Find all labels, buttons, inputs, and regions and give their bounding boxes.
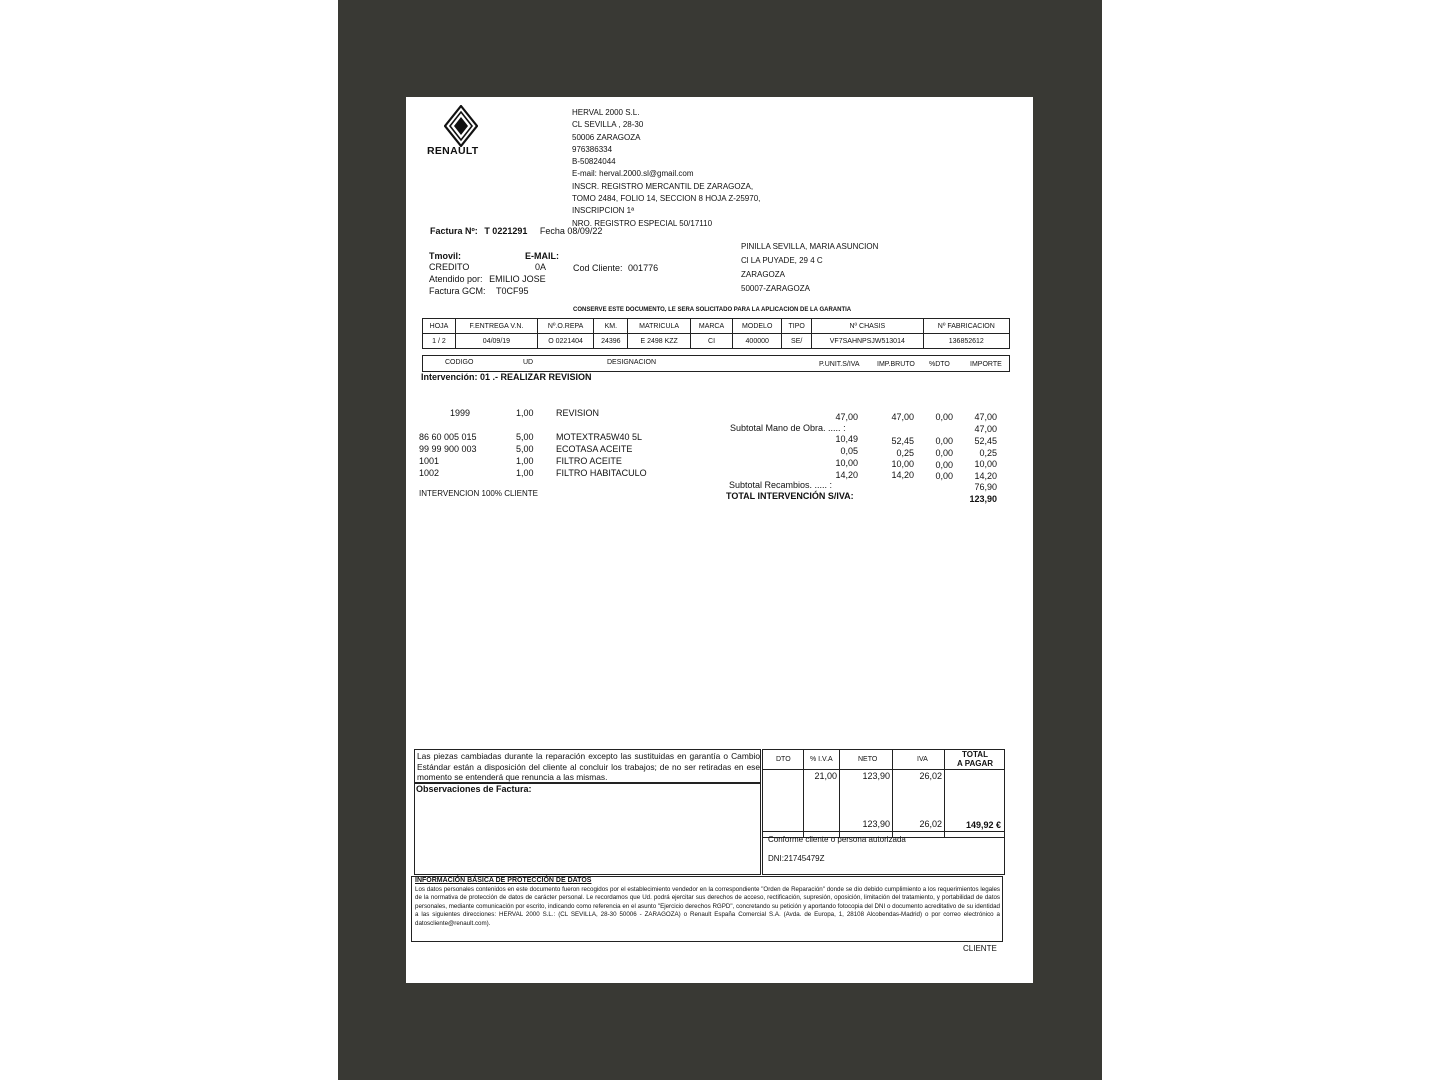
- line-dto: 0,00: [935, 448, 953, 458]
- company-line: NRO. REGISTRO ESPECIAL 50/17110: [572, 218, 713, 228]
- line-bruto: 10,00: [891, 459, 914, 469]
- col-codigo: CODIGO: [445, 359, 474, 366]
- line-dto: 0,00: [935, 436, 953, 446]
- gcm-number: T0CF95: [496, 286, 529, 296]
- customer-line: 50007-ZARAGOZA: [741, 284, 810, 293]
- line-desc: REVISION: [556, 408, 600, 418]
- tmovil-label: Tmovil:: [429, 251, 462, 261]
- iva-percentage: 21,00: [814, 771, 837, 781]
- line-code: 99 99 900 003: [419, 444, 477, 454]
- customer-block: [741, 240, 878, 296]
- vehicle-header-cell: HOJA: [423, 319, 456, 334]
- line-ud: 1,00: [516, 456, 534, 466]
- subtotal-parts-label: Subtotal Recambios. ..... :: [729, 480, 833, 490]
- brand-name: RENAULT: [427, 145, 479, 157]
- totals-head-dto: DTO: [776, 756, 791, 763]
- invoice-date: 08/09/22: [567, 226, 603, 236]
- neto-total: 123,90: [862, 819, 890, 829]
- col-ud: UD: [523, 359, 534, 366]
- subtotal-parts: 76,90: [974, 482, 997, 492]
- vehicle-value-cell: SE/: [782, 334, 812, 349]
- company-line: 50006 ZARAGOZA: [572, 132, 641, 142]
- vehicle-value-cell: VF7SAHNPSJW513014: [812, 334, 924, 349]
- line-bruto: 52,45: [891, 436, 914, 446]
- vehicle-header-cell: F.ENTREGA V.N.: [455, 319, 537, 334]
- observations-box: [414, 783, 761, 875]
- line-punit: 0,05: [840, 446, 858, 456]
- line-importe: 47,00: [974, 412, 997, 422]
- col-importe: IMPORTE: [970, 361, 1002, 368]
- client-code-line: [573, 263, 658, 273]
- copy-label: CLIENTE: [963, 944, 997, 953]
- line-desc: ECOTASA ACEITE: [556, 444, 633, 454]
- line-ud: 5,00: [516, 444, 534, 454]
- line-desc: FILTRO HABITACULO: [556, 468, 647, 478]
- privacy-title: INFORMACIÓN BÁSICA DE PROTECCIÓN DE DATOS: [415, 877, 592, 884]
- line-dto: 0,00: [935, 460, 953, 470]
- client-coverage-note: INTERVENCION 100% CLIENTE: [419, 489, 538, 498]
- line-importe: 14,20: [974, 471, 997, 481]
- line-dto: 0,00: [935, 412, 953, 422]
- customer-line: ZARAGOZA: [741, 270, 786, 279]
- company-line: E-mail: herval.2000.sl@gmail.com: [572, 169, 694, 179]
- totals-col-divider: [944, 749, 945, 838]
- customer-line: Cl LA PUYADE, 29 4 C: [741, 256, 823, 265]
- company-line: 976386334: [572, 144, 613, 154]
- line-dto: 0,00: [935, 471, 953, 481]
- invoice-date-label: Fecha: [539, 226, 565, 236]
- vehicle-table: [422, 318, 1010, 349]
- vehicle-value-cell: CI: [690, 334, 732, 349]
- attended-name: EMILIO JOSE: [489, 274, 546, 284]
- email-label: E-MAIL:: [525, 251, 559, 261]
- company-line: TOMO 2484, FOLIO 14, SECCION 8 HOJA Z-25970,: [572, 194, 761, 204]
- gcm-line: [429, 286, 529, 296]
- invoice-number-line: [430, 226, 602, 236]
- invoice-number-label: Factura Nº:: [430, 226, 478, 236]
- company-line: INSCRIPCION 1ª: [572, 206, 635, 216]
- line-bruto: 47,00: [891, 412, 914, 422]
- vehicle-header-cell: MATRICULA: [628, 319, 691, 334]
- observations-label: Observaciones de Factura:: [416, 784, 532, 794]
- totals-header-divider: [762, 769, 1005, 770]
- vehicle-header-cell: MODELO: [733, 319, 782, 334]
- vehicle-value-row: [423, 334, 1010, 349]
- subtotal-labour: 47,00: [974, 424, 997, 434]
- line-ud: 1,00: [516, 408, 534, 418]
- totals-col-divider: [803, 749, 804, 838]
- totals-head-total: TOTAL A PAGAR: [957, 750, 993, 768]
- parts-notice: Las piezas cambiadas durante la reparación excepto las sustituidas en garantía o Cambio Estándar están a disposición del cliente al concluir los trabajos; de no ser retiradas en ese momento se entenderá que renuncia a las mismas.: [417, 751, 760, 782]
- line-bruto: 14,20: [891, 470, 914, 480]
- totals-head-neto: NETO: [858, 756, 878, 763]
- line-code: 1999: [450, 408, 471, 418]
- company-line: B-50824044: [572, 157, 616, 167]
- vehicle-value-cell: E 2498 KZZ: [628, 334, 691, 349]
- vehicle-value-cell: O 0221404: [537, 334, 593, 349]
- gcm-label: Factura GCM:: [429, 286, 486, 296]
- company-block: [572, 107, 760, 230]
- payment-method: CREDITO: [429, 262, 470, 272]
- totals-head-iva-pct: % I.V.A: [810, 756, 833, 763]
- attended-label: Atendido por:: [429, 274, 483, 284]
- invoice-page: [406, 97, 1033, 983]
- renault-logo-icon: [444, 105, 478, 147]
- lines-header-bar: [422, 355, 1010, 372]
- line-punit: 10,49: [835, 434, 858, 444]
- vehicle-value-cell: 400000: [733, 334, 782, 349]
- subtotal-labour-label: Subtotal Mano de Obra. ..... :: [730, 423, 846, 433]
- iva-total: 26,02: [919, 819, 942, 829]
- vehicle-header-cell: MARCA: [690, 319, 732, 334]
- line-bruto: 0,25: [896, 448, 914, 458]
- vehicle-value-cell: 136852612: [923, 334, 1009, 349]
- col-designacion: DESIGNACION: [607, 359, 657, 366]
- line-punit: 10,00: [835, 458, 858, 468]
- total-intervention-label: TOTAL INTERVENCIÓN S/IVA:: [726, 491, 854, 501]
- line-ud: 5,00: [516, 432, 534, 442]
- company-line: CL SEVILLA , 28-30: [572, 120, 644, 130]
- line-ud: 1,00: [516, 468, 534, 478]
- iva-amount: 26,02: [919, 771, 942, 781]
- client-code: 001776: [628, 263, 659, 273]
- vehicle-header-cell: Nº CHASIS: [812, 319, 924, 334]
- line-code: 1001: [419, 456, 440, 466]
- vehicle-header-cell: TIPO: [782, 319, 812, 334]
- line-desc: FILTRO ACEITE: [556, 456, 622, 466]
- vehicle-value-cell: 24396: [594, 334, 628, 349]
- client-dni: DNI:21745479Z: [768, 854, 825, 863]
- privacy-text: Los datos personales contenidos en este documento fueron recogidos por el establecimiento vendedor en la correspondiente "Orden de Reparación" donde se dio debido cumplimiento a los requerimientos legales de la normativa de protección de datos de carácter personal. Le recordamos que Ud. podrá ejercitar sus derechos de acceso, rectificación, supresión, oposición, limitación del tratamiento, y portabilidad de datos personales, mediante comunicación por escrito, indicando como referencia en el asunto "Ejercicio derechos RGPD", concretando su petición y aportando fotocopia del DNI o documento acreditativo de su identidad a las siguientes direcciones: HERVAL 2000 S.L.: (CL SEVILLA, 28-30 50006 - ZARAGOZA) o Renault España Comercial S.A. (Avda. de Europa, 1, 28108 Alcobendas-Madrid) o por correo electrónico a datoscliente@renault.com).: [415, 886, 1000, 927]
- line-importe: 10,00: [974, 459, 997, 469]
- line-code: 1002: [419, 468, 440, 478]
- col-punit: P.UNIT.S/IVA: [819, 361, 860, 368]
- vehicle-value-cell: 04/09/19: [455, 334, 537, 349]
- conforme-label: Conforme cliente o persona autorizada: [768, 835, 906, 844]
- vehicle-header-cell: Nº.O.REPA: [537, 319, 593, 334]
- total-to-pay: 149,92 €: [965, 820, 1001, 830]
- company-line: INSCR. REGISTRO MERCANTIL DE ZARAGOZA,: [572, 181, 754, 191]
- customer-line: PINILLA SEVILLA, MARIA ASUNCION: [741, 242, 879, 251]
- line-punit: 47,00: [835, 412, 858, 422]
- line-importe: 0,25: [979, 448, 997, 458]
- invoice-number: T 0221291: [484, 226, 528, 236]
- payment-code: 0A: [535, 262, 547, 272]
- line-desc: MOTEXTRA5W40 5L: [556, 432, 643, 442]
- neto-amount: 123,90: [862, 771, 890, 781]
- line-importe: 52,45: [974, 436, 997, 446]
- totals-head-iva: IVA: [917, 756, 928, 763]
- line-code: 86 60 005 015: [419, 432, 477, 442]
- warranty-notice: CONSERVE ESTE DOCUMENTO, LE SERA SOLICITADO PARA LA APLICACION DE LA GARANTIA: [573, 307, 852, 313]
- intervention-title: Intervención: 01 .- REALIZAR REVISION: [421, 372, 592, 382]
- col-dto: %DTO: [929, 361, 950, 368]
- client-code-label: Cod Cliente:: [573, 263, 623, 273]
- total-intervention: 123,90: [969, 494, 997, 504]
- col-impbruto: IMP.BRUTO: [877, 361, 915, 368]
- attended-line: [429, 274, 546, 284]
- vehicle-header-cell: KM.: [594, 319, 628, 334]
- vehicle-header-cell: Nº FABRICACION: [923, 319, 1009, 334]
- vehicle-value-cell: 1 / 2: [423, 334, 456, 349]
- vehicle-header-row: [423, 319, 1010, 334]
- company-line: HERVAL 2000 S.L.: [572, 108, 640, 117]
- line-punit: 14,20: [835, 470, 858, 480]
